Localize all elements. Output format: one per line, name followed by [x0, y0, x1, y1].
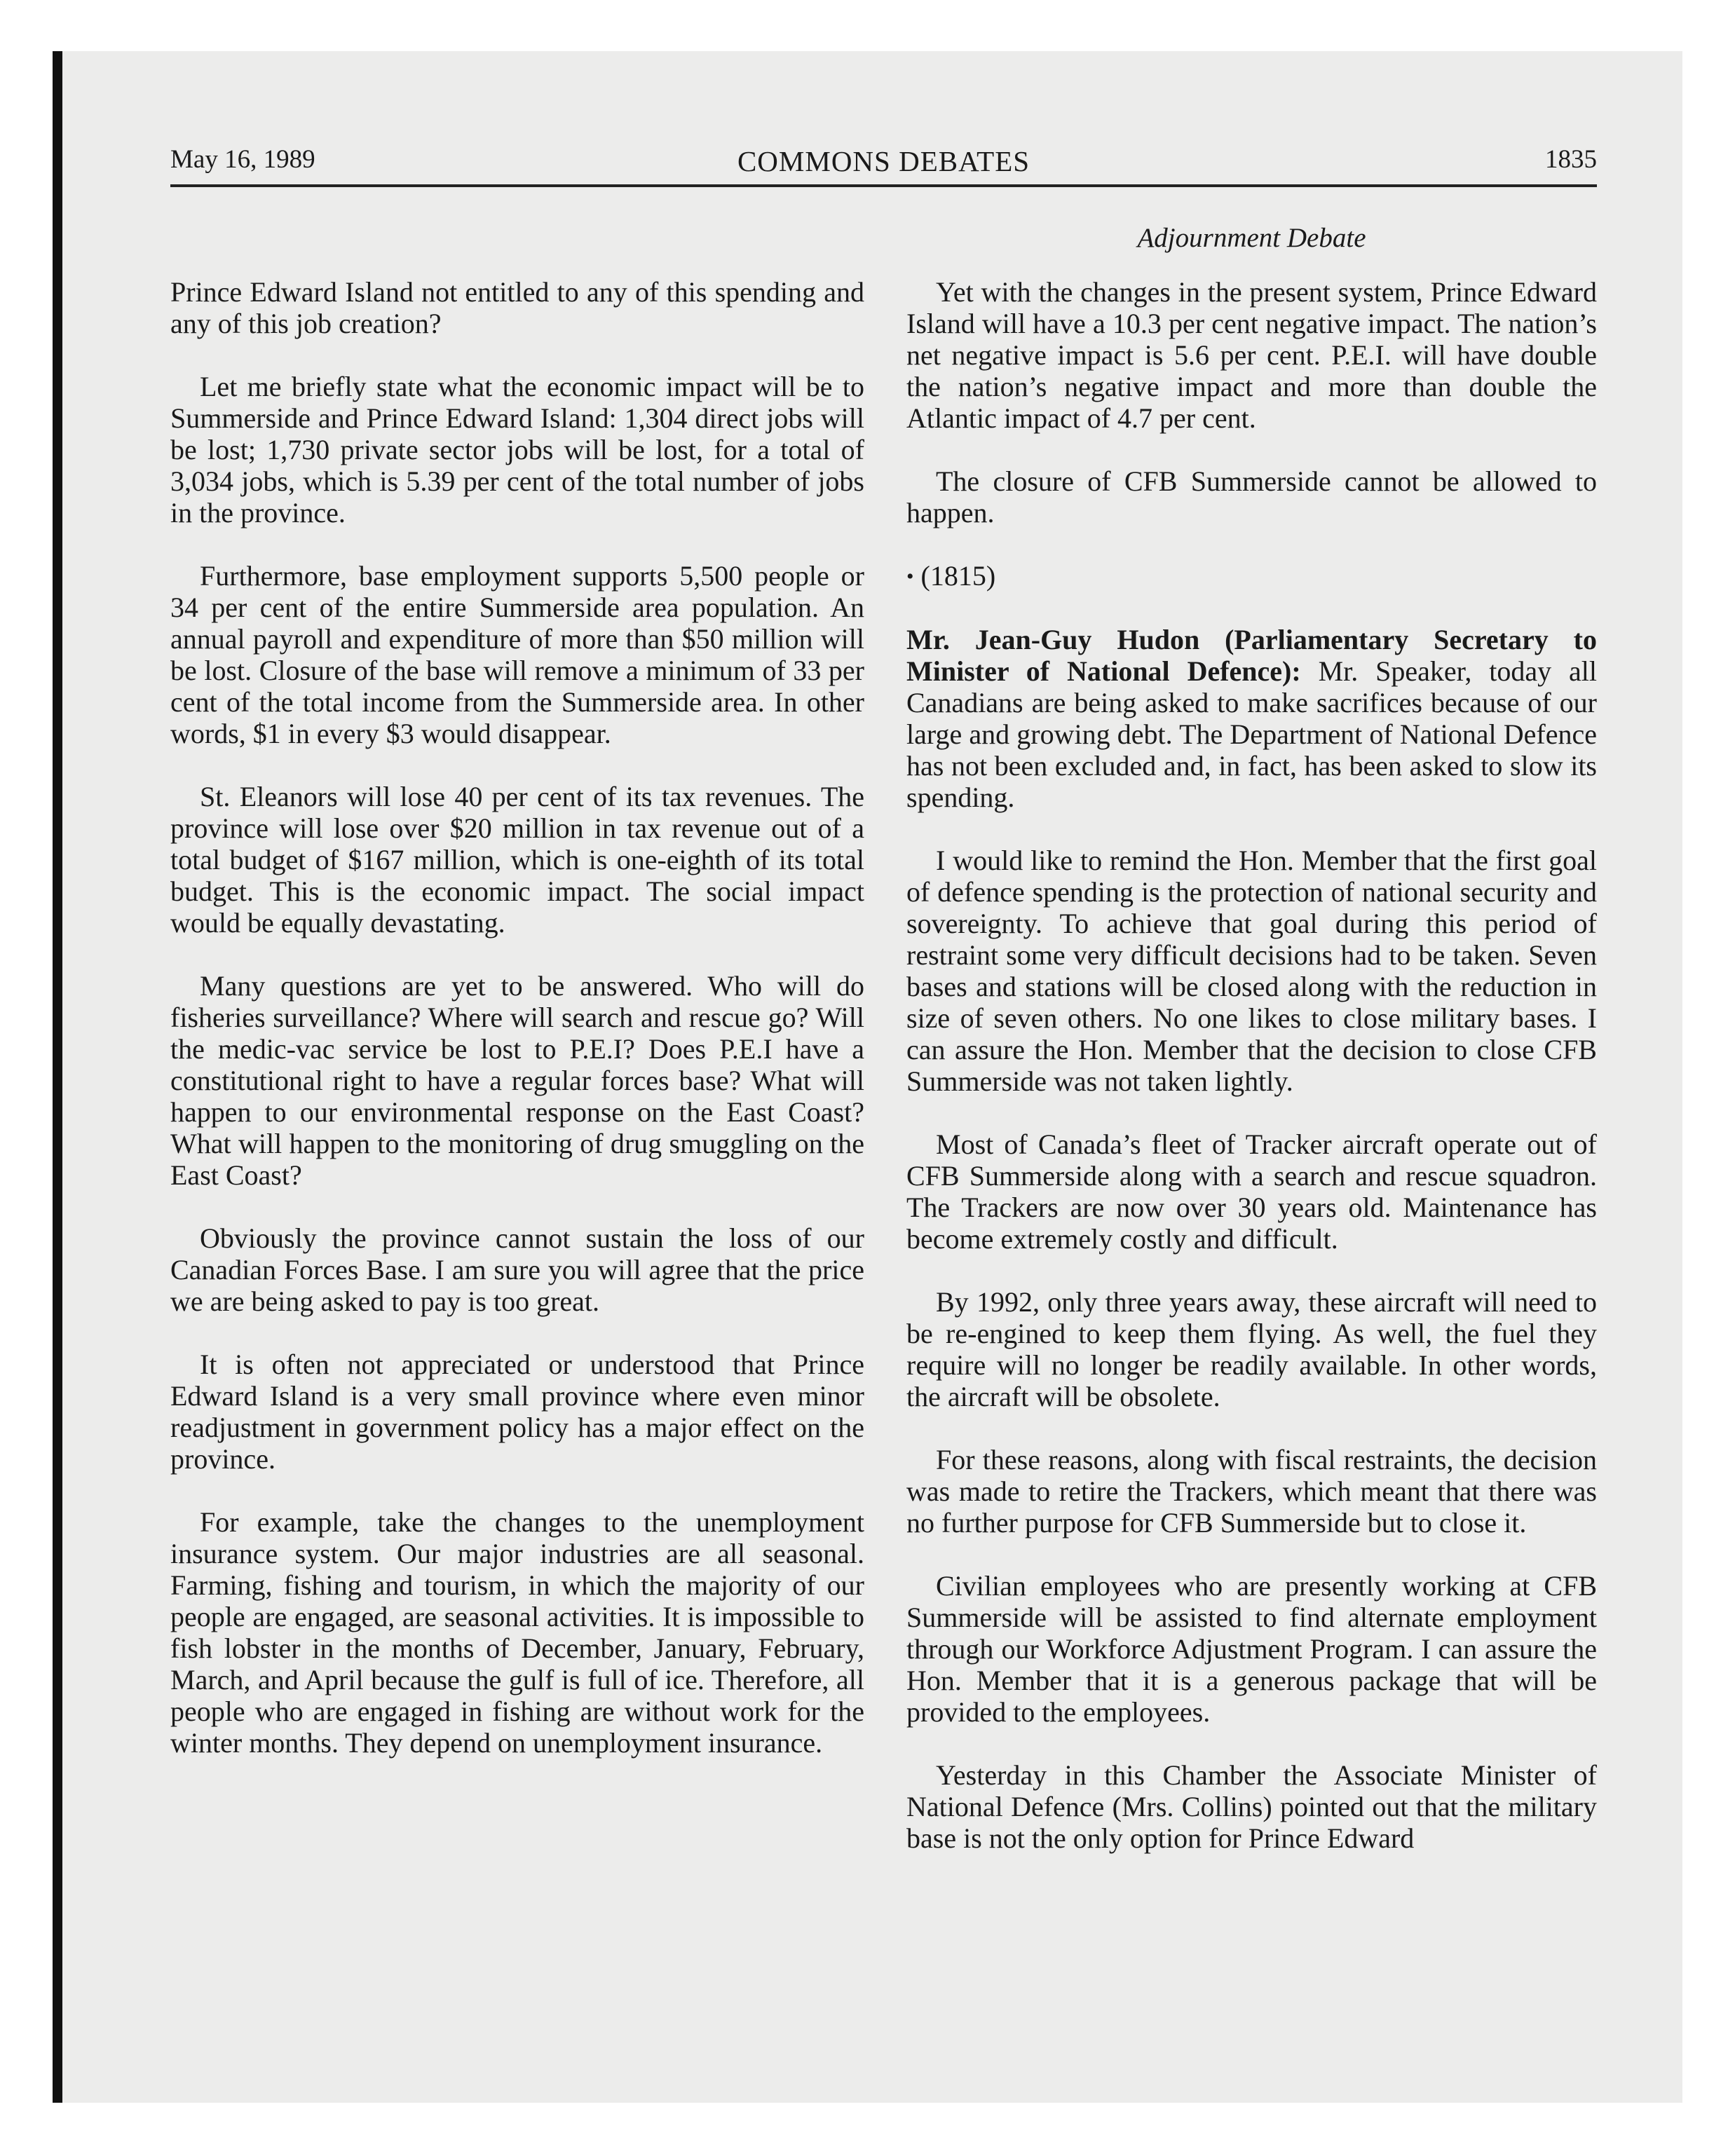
paragraph: For example, take the changes to the unemployment insurance system. Our major industries are all seasonal. Farming, fishing and tourism, in which the majority of our people are engaged, are seasonal activities. It is impossible to fish lobster in the months of December, January, February, March, and April because the gulf is full of ice. Therefore, all people who are engaged in fishing are without work for the winter months. They depend on unemployment insurance. — [170, 1506, 864, 1759]
running-head — [170, 140, 1597, 185]
time-stamp-text: (1815) — [920, 560, 996, 592]
right-column — [906, 276, 1597, 1885]
header-title: COMMONS DEBATES — [737, 145, 1030, 177]
paragraph: It is often not appreciated or understood that Prince Edward Island is a very small province where even minor readjustment in government policy has a major effect on the province. — [170, 1349, 864, 1475]
paragraph: Most of Canada’s fleet of Tracker aircraft operate out of CFB Summerside along with a search and rescue squadron. The Trackers are now over 30 years old. Maintenance has become extremely costly and difficult. — [906, 1128, 1597, 1255]
speaker-name: Mr. Jean-Guy Hudon (Parliamentary Secretary to Minister of National Defence): — [906, 624, 1597, 687]
paragraph: For these reasons, along with fiscal restraints, the decision was made to retire the Trackers, which meant that there was no further purpose for CFB Summerside but to close it. — [906, 1444, 1597, 1538]
header-date: May 16, 1989 — [170, 145, 315, 174]
paragraph: Furthermore, base employment supports 5,500 people or 34 per cent of the entire Summerside area population. An annual payroll and expenditure of more than $50 million will be lost. Closure of the base will remove a minimum of 33 per cent of the total income from the Summerside area. In other words, $1 in every $3 would disappear. — [170, 560, 864, 749]
header-page-number: 1835 — [1545, 145, 1597, 174]
section-heading: Adjournment Debate — [1137, 223, 1366, 253]
paragraph: Let me briefly state what the economic impact will be to Summerside and Prince Edward Island: 1,304 direct jobs will be lost; 1,730 private sector jobs will be lost, for a total of 3,034 jobs, which is 5.39 per cent of the total number of jobs in the province. — [170, 371, 864, 528]
bullet-icon: • — [906, 565, 914, 588]
header-rule — [170, 184, 1597, 187]
paragraph: Obviously the province cannot sustain the loss of our Canadian Forces Base. I am sure you will agree that the price we are being asked to pay is too great. — [170, 1222, 864, 1317]
speech-paragraph — [906, 624, 1597, 813]
time-stamp — [906, 560, 1597, 592]
paragraph: I would like to remind the Hon. Member that the first goal of defence spending is the protection of national security and sovereignty. To achieve that goal during this period of restraint some very difficult decisions had to be taken. Seven bases and stations will be closed along with the reduction in size of seven others. No one likes to close military bases. I can assure the Hon. Member that the decision to close CFB Summerside was not taken lightly. — [906, 845, 1597, 1097]
paragraph: St. Eleanors will lose 40 per cent of its tax revenues. The province will lose over $20 million in tax revenue out of a total budget of $167 million, which is one-eighth of its total budget. This is the economic impact. The social impact would be equally devastating. — [170, 781, 864, 939]
speech-text: Mr. Speaker, today all Canadians are being asked to make sacrifices because of our large and growing debt. The Department of National Defence has not been excluded and, in fact, has been asked to slow its spending. — [906, 655, 1597, 813]
paragraph: Many questions are yet to be answered. Who will do fisheries surveillance? Where will search and rescue go? Will the medic-vac service be lost to P.E.I? Does P.E.I have a constitutional right to have a regular forces base? What will happen to our environmental response on the East Coast? What will happen to the monitoring of drug smuggling on the East Coast? — [170, 970, 864, 1191]
paragraph: Yet with the changes in the present system, Prince Edward Island will have a 10.3 per cent negative impact. The nation’s net negative impact is 5.6 per cent. P.E.I. will have double the nation’s negative impact and more than double the Atlantic impact of 4.7 per cent. — [906, 276, 1597, 434]
paragraph: By 1992, only three years away, these aircraft will need to be re-engined to keep them flying. As well, the fuel they require will no longer be readily available. In other words, the aircraft will be obsolete. — [906, 1286, 1597, 1412]
paragraph: The closure of CFB Summerside cannot be allowed to happen. — [906, 465, 1597, 528]
paragraph: Prince Edward Island not entitled to any of this spending and any of this job creation? — [170, 276, 864, 339]
paragraph: Civilian employees who are presently working at CFB Summerside will be assisted to find alternate employment through our Workforce Adjustment Program. I can assure the Hon. Member that it is a generous package that will be provided to the employees. — [906, 1570, 1597, 1728]
paragraph: Yesterday in this Chamber the Associate Minister of National Defence (Mrs. Collins) pointed out that the military base is not the only option for Prince Edward — [906, 1759, 1597, 1854]
left-column — [170, 276, 864, 1790]
